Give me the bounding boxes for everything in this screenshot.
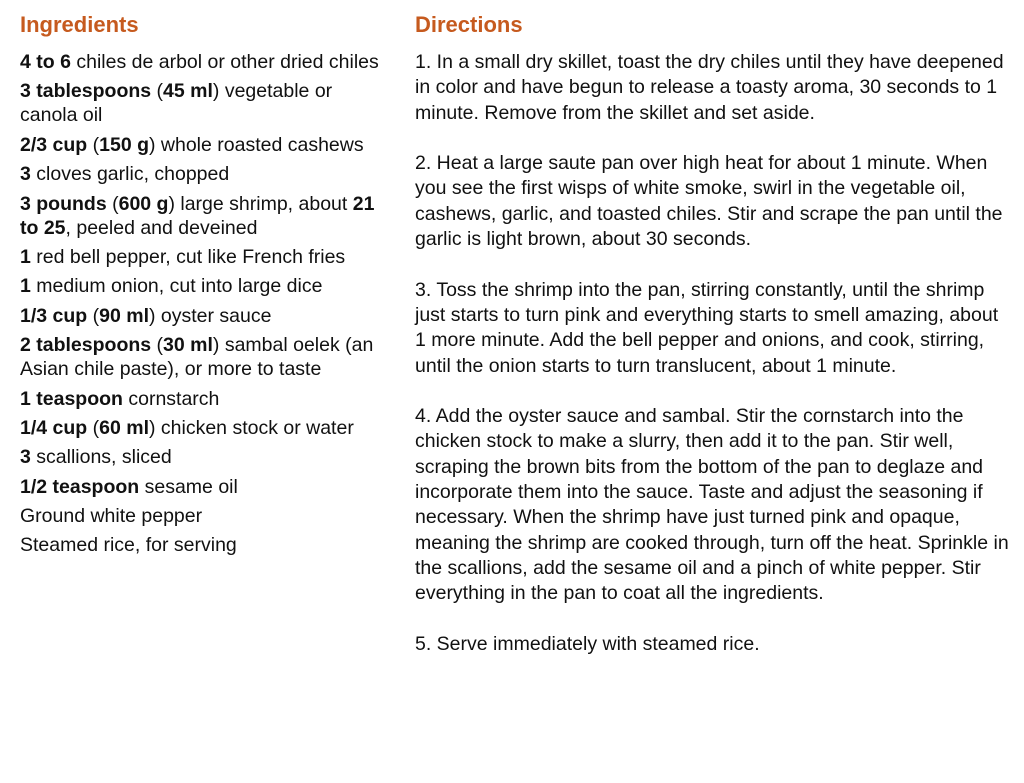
ingredient-item bbox=[20, 504, 395, 528]
ingredient-text: Ground white pepper bbox=[20, 505, 203, 528]
ingredient-text: ) chicken stock or water bbox=[149, 416, 354, 439]
ingredient-quantity: 1/4 cup bbox=[20, 416, 88, 439]
directions-heading: Directions bbox=[415, 12, 523, 37]
ingredient-text: ( bbox=[87, 304, 100, 327]
direction-step-1: 1. In a small dry skillet, toast the dry chiles until they have deepened in color and have begun to release a toasty aroma, 30 seconds to 1 minute. Remove from the skillet and set aside. bbox=[415, 51, 1004, 124]
ingredient-item bbox=[20, 333, 395, 381]
ingredient-text: ) vegetable or canola oil bbox=[20, 80, 333, 127]
ingredient-item bbox=[20, 192, 395, 240]
ingredient-text: ) oyster sauce bbox=[149, 304, 272, 327]
ingredient-text: ( bbox=[87, 416, 100, 439]
ingredients-heading: Ingredients bbox=[20, 12, 139, 37]
ingredient-quantity: 60 ml bbox=[99, 416, 149, 439]
ingredient-text: medium onion, cut into large dice bbox=[30, 275, 323, 298]
ingredient-text: ( bbox=[106, 192, 119, 215]
ingredients-list bbox=[20, 50, 395, 557]
directions-list bbox=[415, 50, 1010, 657]
ingredient-quantity: 1/2 teaspoon bbox=[20, 475, 140, 498]
ingredient-text: ) large shrimp, about bbox=[168, 192, 353, 215]
ingredient-text: chiles de arbol or other dried chiles bbox=[70, 51, 379, 73]
ingredient-text: red bell pepper, cut like French fries bbox=[30, 245, 346, 268]
ingredient-quantity: 2/3 cup bbox=[20, 133, 88, 156]
ingredient-quantity: 45 ml bbox=[163, 80, 213, 103]
direction-step-3: 3. Toss the shrimp into the pan, stirring constantly, until the shrimp just starts to turn pink and everything starts to smell amazing, about 1 more minute. Add the bell pepper and onions, and cook, stirring, until the onion starts to turn translucent, about 1 minute. bbox=[415, 278, 999, 377]
ingredient-quantity: 3 bbox=[20, 163, 31, 186]
ingredient-text: cloves garlic, chopped bbox=[30, 163, 230, 186]
ingredient-item bbox=[20, 475, 395, 499]
ingredient-item bbox=[20, 162, 395, 186]
ingredients-section bbox=[20, 10, 395, 563]
ingredient-quantity: 4 to 6 bbox=[20, 51, 71, 73]
ingredient-text: Steamed rice, for serving bbox=[20, 534, 237, 557]
directions-section bbox=[415, 10, 1010, 682]
ingredient-quantity: 150 g bbox=[99, 133, 149, 156]
ingredient-quantity: 1 teaspoon bbox=[20, 387, 123, 410]
direction-step-4: 4. Add the oyster sauce and sambal. Stir the cornstarch into the chicken stock to make a slurry, then add it to the pan. Stir well, scraping the brown bits from the bottom of the pan to deglaze and incorporate them into the sauce. Taste and adjust the seasoning if necessary. When the shrimp have just turned pink and opaque, meaning the shrimp are cooked through, turn off the heat. Sprinkle in the scallions, add the sesame oil and a pinch of white pepper. Stir everything in the pan to coat all the ingredients. bbox=[415, 405, 1009, 605]
ingredient-item bbox=[20, 245, 395, 269]
ingredient-quantity: 3 pounds bbox=[20, 192, 107, 215]
ingredient-text: , peeled and deveined bbox=[65, 216, 258, 239]
ingredient-quantity: 2 tablespoons bbox=[20, 334, 152, 357]
ingredient-quantity: 3 tablespoons bbox=[20, 80, 152, 103]
ingredient-quantity: 1/3 cup bbox=[20, 304, 88, 327]
ingredient-item bbox=[20, 445, 395, 469]
ingredient-quantity: 1 bbox=[20, 275, 31, 298]
ingredient-text: ( bbox=[87, 133, 100, 156]
ingredient-item bbox=[20, 79, 395, 127]
ingredient-item bbox=[20, 133, 395, 157]
ingredient-item bbox=[20, 416, 395, 440]
direction-step-5: 5. Serve immediately with steamed rice. bbox=[415, 632, 760, 655]
direction-step-2: 2. Heat a large saute pan over high heat for about 1 minute. When you see the first wisps of white smoke, swirl in the vegetable oil, cashews, garlic, and toasted chiles. Stir and scrape the pan until the garlic is light brown, about 30 seconds. bbox=[415, 152, 1003, 251]
ingredient-item bbox=[20, 533, 395, 557]
ingredient-quantity: 3 bbox=[20, 446, 31, 469]
ingredient-quantity: 21 to 25 bbox=[20, 192, 375, 239]
ingredient-text: ( bbox=[151, 80, 164, 103]
ingredient-item bbox=[20, 50, 395, 74]
ingredient-item bbox=[20, 274, 395, 298]
ingredient-text: sesame oil bbox=[139, 475, 238, 498]
ingredient-text: ( bbox=[151, 334, 164, 357]
ingredient-quantity: 30 ml bbox=[163, 334, 213, 357]
ingredient-item bbox=[20, 304, 395, 328]
ingredient-text: cornstarch bbox=[122, 387, 220, 410]
ingredient-text: ) whole roasted cashews bbox=[149, 133, 364, 156]
ingredient-quantity: 1 bbox=[20, 245, 31, 268]
ingredient-text: scallions, sliced bbox=[30, 446, 172, 469]
ingredient-quantity: 600 g bbox=[118, 192, 169, 215]
ingredient-item bbox=[20, 387, 395, 411]
ingredient-quantity: 90 ml bbox=[99, 304, 149, 327]
ingredient-text: ) sambal oelek (an Asian chile paste), or more to taste bbox=[20, 334, 374, 381]
